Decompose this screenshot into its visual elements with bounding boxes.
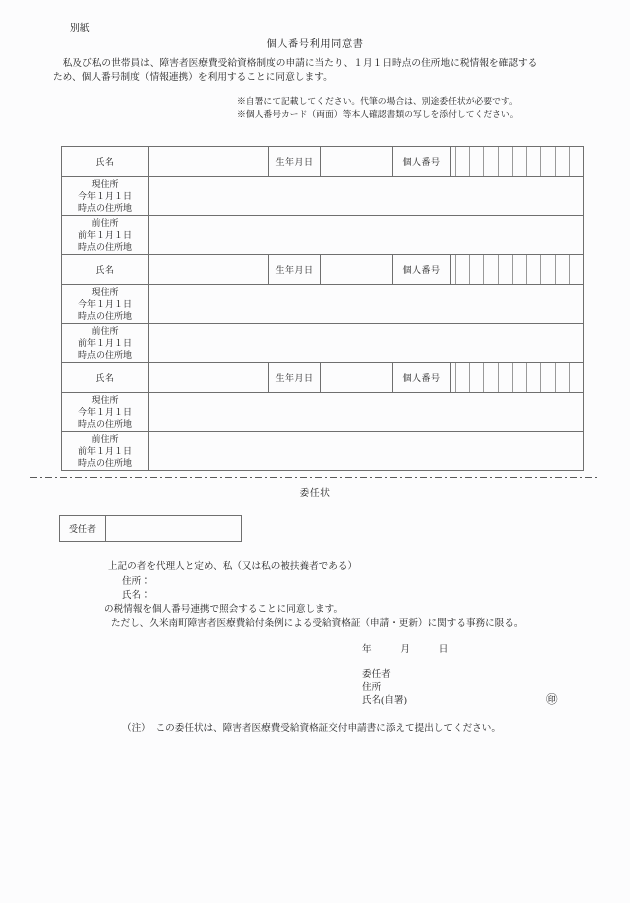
- previous-address-input-cell: [149, 432, 584, 471]
- current-address-label-line2: 今年１月１日: [77, 299, 132, 309]
- digit-box: [513, 363, 527, 392]
- poa-body-line-2: の税情報を個人番号連携で照会することに同意します。: [104, 604, 344, 615]
- previous-address-label-line1: 前住所: [91, 434, 119, 444]
- previous-address-row: [62, 432, 584, 471]
- birthdate-input-cell: [321, 147, 393, 177]
- person-block: [62, 255, 584, 363]
- digit-box: [470, 363, 484, 392]
- name-row: [62, 363, 584, 393]
- digit-box: [456, 147, 470, 176]
- date-line: 年 月 日: [362, 644, 449, 655]
- previous-address-row: [62, 216, 584, 255]
- personal-number-digit-cells: [451, 147, 584, 177]
- name-input-cell: [149, 255, 269, 285]
- note-self-signature: ※自署にて記載してください。代筆の場合は、別途委任状が必要です。: [237, 96, 518, 106]
- current-address-label-line3: 時点の住所地: [77, 203, 132, 213]
- name-input-cell: [149, 363, 269, 393]
- poa-body-line-1: 上記の者を代理人と定め、私（又は私の被扶養者である）: [108, 561, 358, 572]
- name-row: [62, 147, 584, 177]
- agent-input-cell: [106, 516, 241, 541]
- person-block: [62, 363, 584, 471]
- current-address-label-line3: 時点の住所地: [77, 311, 132, 321]
- current-address-label-line1: 現住所: [91, 287, 119, 297]
- delegator-label: 委任者: [362, 669, 391, 680]
- previous-address-label-line1: 前住所: [91, 326, 119, 336]
- current-address-row: [62, 177, 584, 216]
- digit-box: [570, 363, 583, 392]
- personal-number-digit-cells: [451, 255, 584, 285]
- previous-address-label-line2: 前年１月１日: [77, 338, 132, 348]
- delegator-address-label: 住所: [362, 682, 382, 693]
- digit-box: [556, 363, 570, 392]
- attachment-tag: 別紙: [70, 23, 90, 34]
- birthdate-input-cell: [321, 255, 393, 285]
- person-block: [62, 147, 584, 255]
- note-id-copy: ※個人番号カード（両面）等本人確認書類の写しを添付してください。: [237, 109, 519, 119]
- current-address-row: [62, 393, 584, 432]
- digit-box: [470, 147, 484, 176]
- current-address-label-line1: 現住所: [91, 395, 119, 405]
- agent-label: 受任者: [60, 516, 106, 541]
- previous-address-label-line2: 前年１月１日: [77, 230, 132, 240]
- previous-address-label-line3: 時点の住所地: [77, 242, 132, 252]
- household-members-table: [61, 146, 584, 471]
- digit-box: [570, 255, 583, 284]
- delegator-name-label: 氏名(自署): [362, 695, 407, 706]
- digit-box: [484, 147, 498, 176]
- digit-box: [499, 147, 513, 176]
- digit-box: [513, 147, 527, 176]
- digit-boxes: [451, 147, 583, 176]
- poa-name-label: 氏名：: [122, 590, 151, 601]
- intro-paragraph: [53, 57, 587, 85]
- previous-address-input-cell: [149, 324, 584, 363]
- digit-box: [456, 363, 470, 392]
- current-address-input-cell: [149, 393, 584, 432]
- instruction-notes: [237, 95, 519, 121]
- current-address-label: [62, 177, 149, 216]
- digit-boxes: [451, 363, 583, 392]
- digit-box: [456, 255, 470, 284]
- previous-address-label: [62, 216, 149, 255]
- name-row: [62, 255, 584, 285]
- footnote: （注） この委任状は、障害者医療費受給資格証交付申請書に添えて提出してください。: [122, 723, 501, 734]
- previous-address-label: [62, 432, 149, 471]
- poa-body-line-3: ただし、久米南町障害者医療費給付条例による受給資格証（申請・更新）に関する事務に限る。: [111, 618, 524, 629]
- current-address-row: [62, 285, 584, 324]
- current-address-label: [62, 393, 149, 432]
- digit-box: [484, 255, 498, 284]
- current-address-label-line1: 現住所: [91, 179, 119, 189]
- digit-box: [527, 255, 541, 284]
- seal-mark-icon: ㊞: [546, 694, 558, 706]
- page-title: 個人番号利用同意書: [266, 39, 364, 50]
- personal-number-label: 個人番号: [393, 147, 451, 177]
- digit-box: [541, 363, 555, 392]
- current-address-label-line2: 今年１月１日: [77, 191, 132, 201]
- digit-box: [513, 255, 527, 284]
- name-label: 氏名: [62, 147, 149, 177]
- personal-number-label: 個人番号: [393, 255, 451, 285]
- birthdate-label: 生年月日: [269, 147, 321, 177]
- digit-box: [556, 255, 570, 284]
- previous-address-label-line2: 前年１月１日: [77, 446, 132, 456]
- cut-separator-line: [30, 477, 600, 478]
- digit-box: [541, 255, 555, 284]
- current-address-label: [62, 285, 149, 324]
- digit-boxes: [451, 255, 583, 284]
- digit-box: [570, 147, 583, 176]
- agent-box: [59, 515, 242, 542]
- digit-box: [541, 147, 555, 176]
- previous-address-label-line1: 前住所: [91, 218, 119, 228]
- previous-address-input-cell: [149, 216, 584, 255]
- digit-box: [484, 363, 498, 392]
- previous-address-label-line3: 時点の住所地: [77, 350, 132, 360]
- current-address-label-line2: 今年１月１日: [77, 407, 132, 417]
- name-input-cell: [149, 147, 269, 177]
- personal-number-digit-cells: [451, 363, 584, 393]
- current-address-input-cell: [149, 177, 584, 216]
- consent-table: [61, 146, 584, 471]
- birthdate-input-cell: [321, 363, 393, 393]
- previous-address-label-line3: 時点の住所地: [77, 458, 132, 468]
- digit-box: [527, 363, 541, 392]
- digit-box: [499, 363, 513, 392]
- name-label: 氏名: [62, 363, 149, 393]
- intro-line-1: 私及び私の世帯員は、障害者医療費受給資格制度の申請に当たり、１月１日時点の住所地に税情報を確認する: [53, 58, 538, 69]
- name-label: 氏名: [62, 255, 149, 285]
- birthdate-label: 生年月日: [269, 255, 321, 285]
- birthdate-label: 生年月日: [269, 363, 321, 393]
- digit-box: [556, 147, 570, 176]
- personal-number-label: 個人番号: [393, 363, 451, 393]
- digit-box: [527, 147, 541, 176]
- current-address-label-line3: 時点の住所地: [77, 419, 132, 429]
- current-address-input-cell: [149, 285, 584, 324]
- poa-address-label: 住所：: [122, 576, 151, 587]
- power-of-attorney-heading: 委任状: [299, 488, 331, 499]
- previous-address-label: [62, 324, 149, 363]
- digit-box: [499, 255, 513, 284]
- previous-address-row: [62, 324, 584, 363]
- intro-line-2: ため、個人番号制度（情報連携）を利用することに同意します。: [53, 72, 333, 83]
- digit-box: [470, 255, 484, 284]
